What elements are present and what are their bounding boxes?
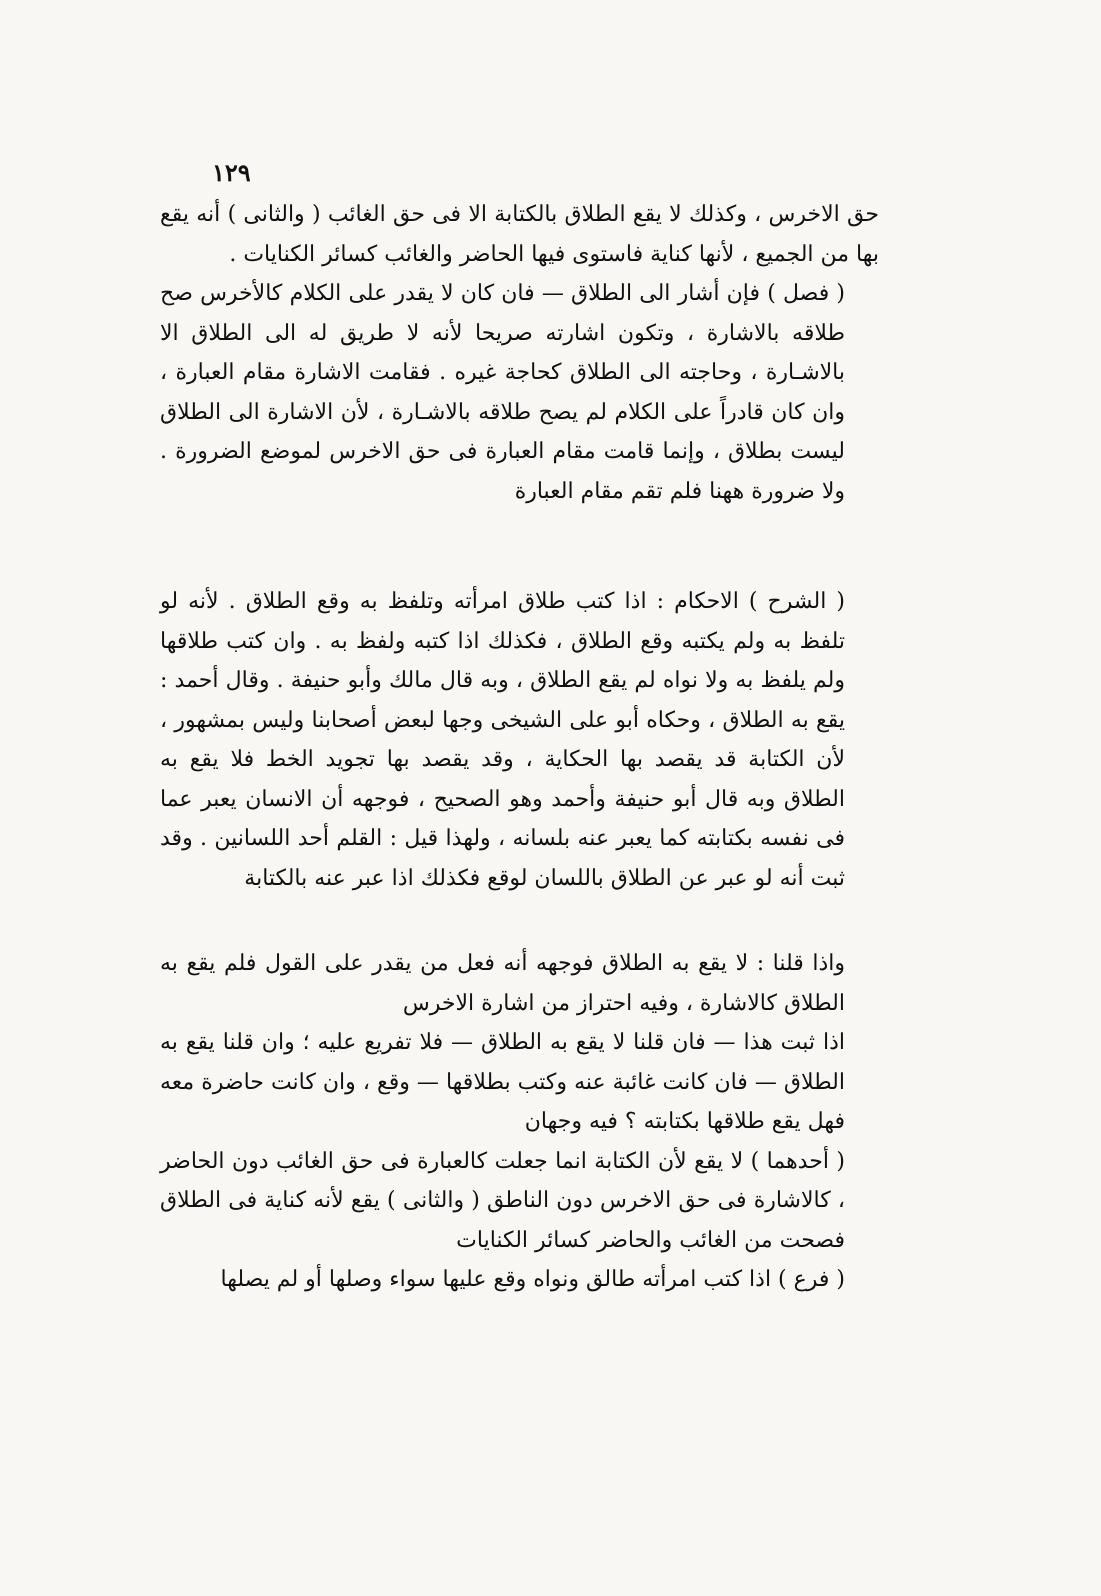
page-number: ١٢٩: [212, 158, 251, 187]
paragraph-5: اذا ثبت هذا — فان قلنا لا يقع به الطلاق — فلا تفريع عليه ؛ وان قلنا يقع به الطلاق — فان كانت غائبة عنه وكتب بطلاقها — وقع ، وان كانت حاضرة معه فهل يقع طلاقها بكتابته ؟ فيه وجهان: [160, 1030, 845, 1134]
paragraph-3: ( الشرح ) الاحكام : اذا كتب طلاق امرأته وتلفظ به وقع الطلاق . لأنه لو تلفظ به ولم يكتبه وقع الطلاق ، فكذلك اذا كتبه ولفظ به . وان كتب طلاقها ولم يلفظ به ولا نواه لم يقع الطلاق ، وبه قال مالك وأبو حنيفة . وقال أحمد : يقع به الطلاق ، وحكاه أبو على الشيخى وجها لبعض أصحابنا وليس بمشهور ، لأن الكتابة قد يقصد بها الحكاية ، وقد يقصد بها تجويد الخط فلا يقع به الطلاق وبه قال أبو حنيفة وأحمد وهو الصحيح ، فوجهه أن الانسان يعبر عما فى نفسه بكتابته كما يعبر عنه بلسانه ، ولهذا قيل : القلم أحد اللسانين . وقد ثبت أنه لو عبر عن الطلاق باللسان لوقع فكذلك اذا عبر عنه بالكتابة: [160, 589, 846, 891]
paragraph-1: حق الاخرس ، وكذلك لا يقع الطلاق بالكتابة الا فى حق الغائب ( والثانى ) أنه يقع بها من الجميع ، لأنها كناية فاستوى فيها الحاضر والغائب كسائر الكنايات .: [160, 202, 879, 267]
paragraph-7: ( فرع ) اذا كتب امرأته طالق ونواه وقع عليها سواء وصلها أو لم يصلها: [220, 1267, 845, 1292]
paragraph-4: واذا قلنا : لا يقع به الطلاق فوجهه أنه فعل من يقدر على القول فلم يقع به الطلاق كالاشارة ، وفيه احتراز من اشارة الاخرس: [160, 951, 845, 1016]
paragraph-2: ( فصل ) فإن أشار الى الطلاق — فان كان لا يقدر على الكلام كالأخرس صح طلاقه بالاشارة ، وتكون اشارته صريحا لأنه لا طريق له الى الطلاق الا بالاشـارة ، وحاجته الى الطلاق كحاجة غيره . فقامت الاشارة مقام العبارة ، وان كان قادراً على الكلام لم يصح طلاقه بالاشـارة ، لأن الاشارة الى الطلاق ليست بطلاق ، وإنما قامت مقام العبارة فى حق الاخرس لموضع الضرورة . ولا ضرورة ههنا فلم تقم مقام العبارة: [160, 281, 845, 504]
text-block-commentary: [160, 582, 879, 898]
paragraph-6: ( أحدهما ) لا يقع لأن الكتابة انما جعلت كالعبارة فى حق الغائب دون الحاضر ، كالاشارة فى حق الاخرس دون الناطق ( والثانى ) يقع لأنه كناية فى الطلاق فصحت من الغائب والحاضر كسائر الكنايات: [160, 1148, 845, 1253]
text-block-top: [160, 195, 879, 511]
text-block-bottom: [160, 944, 879, 1300]
